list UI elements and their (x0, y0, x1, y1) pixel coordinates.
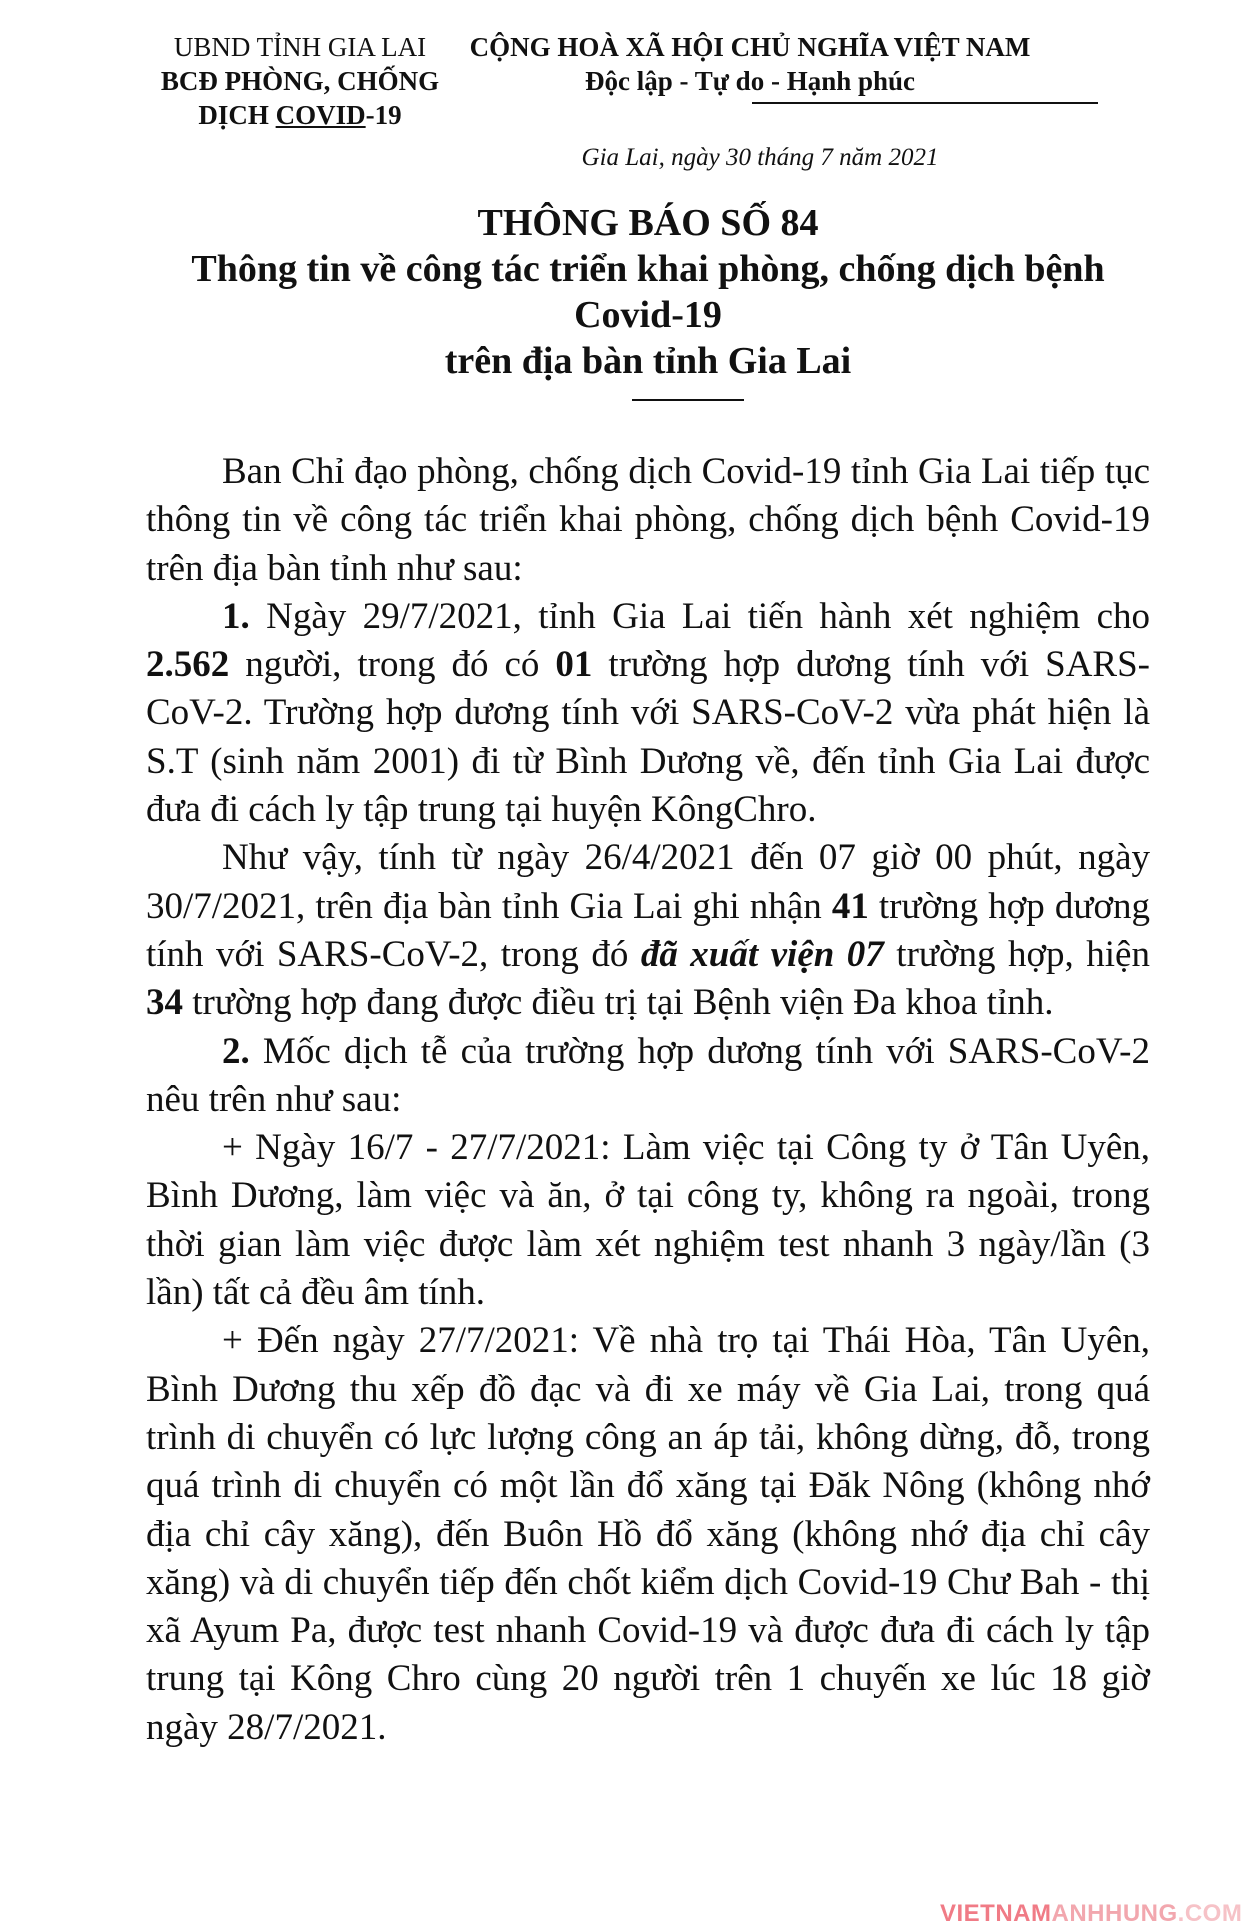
title-underline (632, 399, 744, 401)
summary-text-b: trường hợp dương tính với SARS-CoV-2, trong đó (146, 885, 1151, 975)
agency-line-2: BCĐ PHÒNG, CHỐNG (160, 66, 440, 96)
discharged-note: đã xuất viện 07 (640, 933, 884, 975)
title-subject-line-3: trên địa bàn tỉnh Gia Lai (444, 340, 852, 382)
watermark-part-2: ANHHUNG (1051, 1900, 1178, 1927)
title-subject-line-1: Thông tin về công tác triển khai phòng, chống dịch bệnh (191, 248, 1105, 290)
section-1-text-a: Ngày 29/7/2021, tỉnh Gia Lai tiến hành xét nghiệm cho (249, 595, 1150, 637)
section-2-text: Mốc dịch tễ của trường hợp dương tính với SARS-CoV-2 nêu trên như sau: (146, 1030, 1150, 1120)
summary-paragraph (146, 834, 1150, 1027)
document-body (146, 448, 1150, 1752)
timeline-item-1: + Ngày 16/7 - 27/7/2021: Làm việc tại Công ty ở Tân Uyên, Bình Dương, làm việc và ăn, ở tại công ty, không ra ngoài, trong thời gian làm việc được làm xét nghiệm test nhanh 3 ngày/lần (3 lần) tất cả đều âm tính. (146, 1127, 1150, 1314)
section-1-text-b: người, trong đó có (229, 644, 556, 686)
section-2-number: 2. (222, 1030, 250, 1072)
document-title (130, 200, 1166, 384)
motto: Độc lập - Tự do - Hạnh phúc (584, 66, 916, 96)
agency-line-3-part-a: DỊCH (198, 100, 276, 130)
section-1-paragraph (146, 593, 1150, 834)
positive-count: 01 (555, 644, 593, 686)
timeline-item-2: + Đến ngày 27/7/2021: Về nhà trọ tại Thái Hòa, Tân Uyên, Bình Dương thu xếp đồ đạc và đi xe máy về Gia Lai, trong quá trình di chuyển có lực lượng công an áp tải, không dừng, đỗ, trong quá trình di chuyển có một lần đổ xăng tại Đăk Nông (không nhớ địa chỉ cây xăng), đến Buôn Hồ đổ xăng (không nhớ địa chỉ cây xăng) và di chuyển tiếp đến chốt kiểm dịch Covid-19 Chư Bah - thị xã Ayum Pa, được test nhanh Covid-19 và được đưa đi cách ly tập trung tại Kông Chro cùng 20 người trên 1 chuyến xe lúc 18 giờ ngày 28/7/2021. (146, 1320, 1150, 1748)
country-name: CỘNG HOÀ XÃ HỘI CHỦ NGHĨA VIỆT NAM (469, 32, 1031, 62)
watermark-part-3: .COM (1177, 1900, 1242, 1927)
section-1-number: 1. (222, 595, 250, 637)
section-1-text-c: trường hợp dương tính với SARS-CoV-2. Trường hợp dương tính với SARS-CoV-2 vừa phát hiện là S.T (sinh năm 2001) đi từ Bình Dương về, đến tỉnh Gia Lai được đưa đi cách ly tập trung tại huyện KôngChro. (146, 644, 1150, 831)
site-watermark (940, 1896, 1242, 1932)
section-2-paragraph (146, 1028, 1150, 1125)
agency-line-3 (140, 98, 460, 132)
title-subject-line-2: Covid-19 (574, 294, 722, 336)
summary-text-c: trường hợp, hiện (883, 933, 1150, 975)
intro-paragraph: Ban Chỉ đạo phòng, chống dịch Covid-19 tỉnh Gia Lai tiếp tục thông tin về công tác triển khai phòng, chống dịch bệnh Covid-19 trên địa bàn tỉnh như sau: (146, 451, 1150, 589)
title-number: THÔNG BÁO SỐ 84 (477, 202, 819, 244)
total-cases: 41 (831, 885, 869, 927)
summary-text-a: Như vậy, tính từ ngày 26/4/2021 đến 07 giờ 00 phút, ngày 30/7/2021, trên địa bàn tỉnh Gia Lai ghi nhận (146, 837, 1150, 927)
issue-date: Gia Lai, ngày 30 tháng 7 năm 2021 (581, 144, 939, 171)
summary-text-d: trường hợp đang được điều trị tại Bệnh viện Đa khoa tỉnh. (183, 982, 1054, 1024)
issuing-agency (140, 30, 460, 132)
tested-count: 2.562 (146, 644, 230, 686)
watermark-part-1: VIETNAM (940, 1900, 1052, 1927)
motto-underline (752, 102, 1098, 104)
national-heading (450, 30, 1050, 98)
treating-count: 34 (146, 982, 183, 1024)
agency-line-1: UBND TỈNH GIA LAI (173, 32, 427, 62)
agency-line-3-part-c: -19 (365, 100, 402, 130)
agency-line-3-part-b: COVID (275, 100, 366, 130)
